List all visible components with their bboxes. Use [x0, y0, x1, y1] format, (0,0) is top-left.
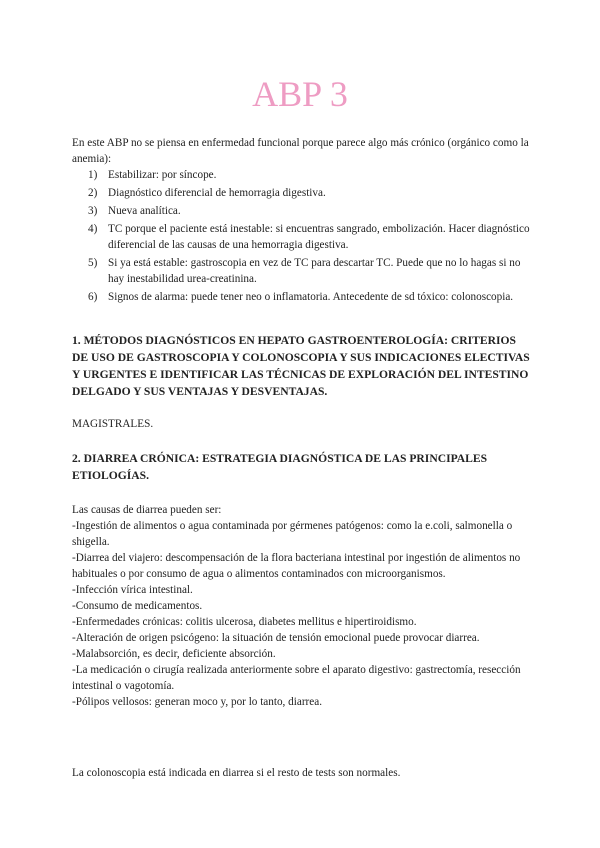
- list-item-text: Signos de alarma: puede tener neo o inflamatoria. Antecedente de sd tóxico: colonoscopia.: [108, 291, 514, 303]
- list-item: -Infección vírica intestinal.: [72, 584, 193, 596]
- list-item: -Malabsorción, es decir, deficiente absorción.: [72, 648, 276, 660]
- list-item-number: 3): [88, 205, 98, 217]
- list-item-number: 4): [88, 223, 98, 235]
- list-item: -Diarrea del viajero: descompensación de la flora bacteriana intestinal por ingestión de alimentos no habituales o por consumo de agua o alimentos contaminados con microorganismos.: [72, 552, 521, 580]
- list-item-text: Si ya está estable: gastroscopia en vez de TC para descartar TC. Puede que no lo hagas si no hay inestabilidad urea-creatinina.: [108, 257, 521, 285]
- list-item-number: 1): [88, 169, 98, 181]
- section-2-heading: 2. DIARREA CRÓNICA: ESTRATEGIA DIAGNÓSTICA DE LAS PRINCIPALES ETIOLOGÍAS.: [72, 452, 488, 482]
- list-item: [72, 255, 532, 287]
- list-item: -Pólipos vellosos: generan moco y, por lo tanto, diarrea.: [72, 696, 323, 708]
- list-item: [72, 185, 532, 201]
- section-1-heading: 1. MÉTODOS DIAGNÓSTICOS EN HEPATO GASTROENTEROLOGÍA: CRITERIOS DE USO DE GASTROSCOPIA Y COLONOSCOPIA Y SUS INDICACIONES ELECTIVAS Y URGENTES E IDENTIFICAR LAS TÉCNICAS DE EXPLORACIÓN DEL INTESTINO DELGADO Y SUS VENTAJAS Y DESVENTAJAS.: [72, 334, 530, 398]
- list-item: -Consumo de medicamentos.: [72, 600, 203, 612]
- list-item: -Enfermedades crónicas: colitis ulcerosa, diabetes mellitus e hipertiroidismo.: [72, 616, 417, 628]
- steps-list: [72, 167, 532, 307]
- causes-list: [72, 518, 532, 710]
- list-item-number: 5): [88, 257, 98, 269]
- list-item: [72, 221, 532, 253]
- closing-paragraph: La colonoscopia está indicada en diarrea si el resto de tests son normales.: [72, 767, 401, 779]
- list-item: [72, 203, 532, 219]
- list-item-text: TC porque el paciente está inestable: si encuentras sangrado, embolización. Hacer diagnóstico diferencial de las causas de una hemorragia digestiva.: [108, 223, 530, 251]
- list-item: [72, 167, 532, 183]
- page-title: ABP 3: [252, 74, 348, 114]
- list-item: [72, 289, 532, 305]
- list-item-text: Estabilizar: por síncope.: [108, 169, 217, 181]
- list-item-number: 2): [88, 187, 98, 199]
- list-item: -La medicación o cirugía realizada anteriormente sobre el aparato digestivo: gastrectomía, resección intestinal o vagotomía.: [72, 664, 521, 692]
- list-item: -Ingestión de alimentos o agua contaminada por gérmenes patógenos: como la e.coli, salmonella o shigella.: [72, 520, 513, 548]
- list-item-text: Nueva analítica.: [108, 205, 181, 217]
- causes-intro: Las causas de diarrea pueden ser:: [72, 504, 222, 516]
- list-item: -Alteración de origen psicógeno: la situación de tensión emocional puede provocar diarrea.: [72, 632, 480, 644]
- section-1-body: MAGISTRALES.: [72, 418, 154, 430]
- list-item-text: Diagnóstico diferencial de hemorragia digestiva.: [108, 187, 326, 199]
- list-item-number: 6): [88, 291, 98, 303]
- intro-paragraph: En este ABP no se piensa en enfermedad funcional porque parece algo más crónico (orgánico como la anemia):: [72, 137, 529, 165]
